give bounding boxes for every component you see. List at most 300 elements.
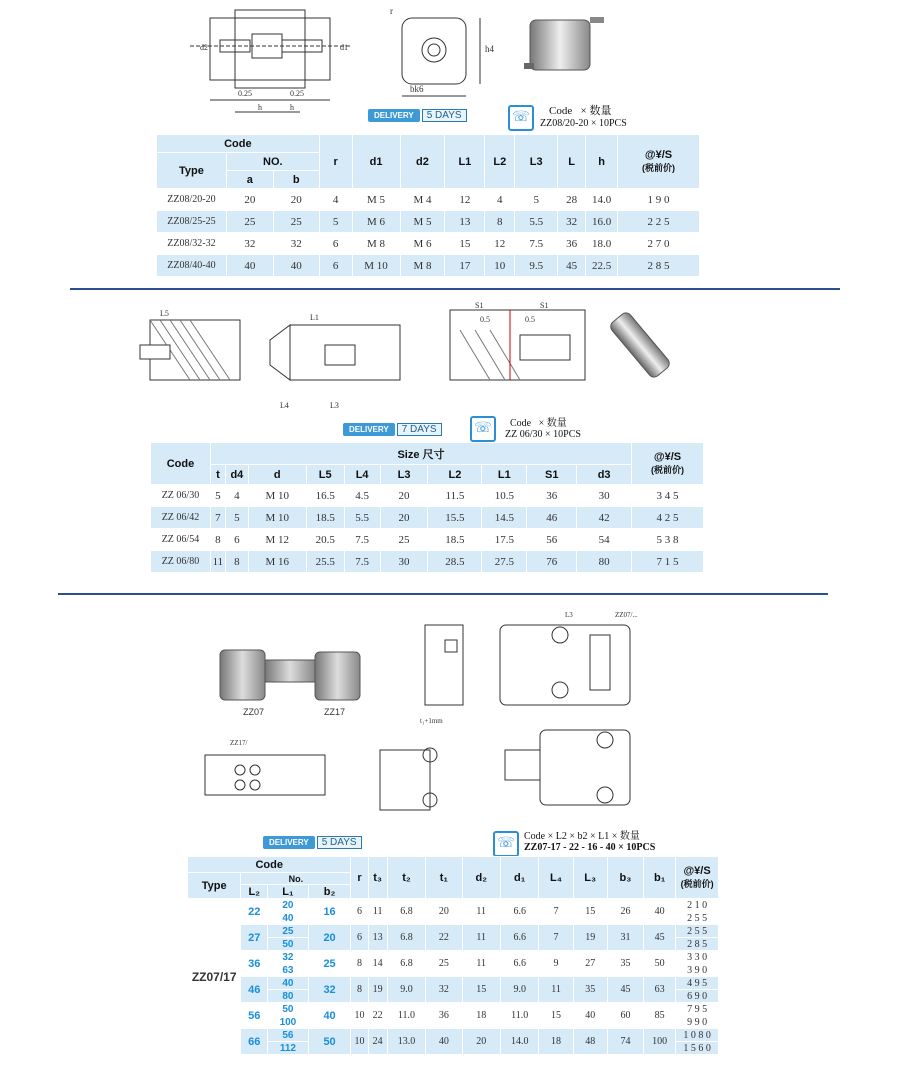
- table-cell: 76: [527, 551, 577, 573]
- col-size: Size 尺寸: [210, 443, 631, 465]
- L4-cell: 9: [539, 951, 573, 977]
- L4-cell: 7: [539, 925, 573, 951]
- svg-text:h: h: [258, 103, 262, 112]
- L4-cell: 7: [539, 899, 573, 925]
- col-L3: L3: [380, 465, 428, 485]
- table-cell: M 16: [248, 551, 306, 573]
- L1-cell: 25: [268, 925, 309, 938]
- col-no: No.: [241, 873, 351, 885]
- L2-cell: 66: [241, 1029, 268, 1055]
- table-cell: ZZ 06/80: [151, 551, 211, 573]
- table-cell: M 5: [352, 189, 400, 211]
- svg-text:bk6: bk6: [410, 84, 424, 94]
- table-cell: 7 1 5: [632, 551, 704, 573]
- table-cell: 32: [226, 233, 273, 255]
- price-cell: 1 0 8 0: [676, 1029, 719, 1042]
- order-qty-label: 数量: [589, 105, 612, 117]
- t2-cell: 6.8: [387, 951, 425, 977]
- L2-cell: 27: [241, 925, 268, 951]
- table-cell: 45: [558, 255, 586, 277]
- order-code-label: Code: [510, 418, 532, 429]
- L1-cell: 56: [268, 1029, 309, 1042]
- table-cell: 2 8 5: [618, 255, 700, 277]
- t1-cell: 22: [426, 925, 462, 951]
- price-cell: 4 9 5: [676, 977, 719, 990]
- col-d2: d₂: [462, 857, 500, 899]
- table-cell: ZZ 06/42: [151, 507, 211, 529]
- col-code: Code: [151, 443, 211, 485]
- t2-cell: 6.8: [387, 925, 425, 951]
- svg-text:r: r: [390, 6, 393, 16]
- L4-cell: 15: [539, 1003, 573, 1029]
- L1-cell: 40: [268, 977, 309, 990]
- svg-text:d2: d2: [200, 43, 208, 52]
- col-L3: L3: [515, 135, 558, 189]
- table-row: [188, 1003, 719, 1016]
- delivery-days: 5 DAYS: [422, 109, 467, 122]
- table-cell: 27.5: [482, 551, 527, 573]
- table-cell: M 4: [400, 189, 445, 211]
- L3-cell: 19: [573, 925, 607, 951]
- t3-cell: 19: [368, 977, 387, 1003]
- svg-text:S1: S1: [540, 301, 549, 310]
- table-cell: 2 2 5: [618, 211, 700, 233]
- col-b2: b₂: [308, 885, 351, 899]
- type-cell: ZZ07/17: [188, 899, 241, 1055]
- col-t: t: [210, 465, 225, 485]
- table-cell: 13: [445, 211, 485, 233]
- table-cell: ZZ 06/30: [151, 485, 211, 507]
- col-d1: d₁: [500, 857, 538, 899]
- table-cell: 30: [380, 551, 428, 573]
- table-row: [157, 255, 700, 277]
- table-cell: 11: [210, 551, 225, 573]
- table-cell: 7: [210, 507, 225, 529]
- svg-text:ZZ07/...: ZZ07/...: [615, 611, 638, 619]
- t1-cell: 20: [426, 899, 462, 925]
- table-cell: 18.5: [428, 529, 482, 551]
- price-cell: 7 9 5: [676, 1003, 719, 1016]
- table-cell: 17: [445, 255, 485, 277]
- b3-cell: 26: [607, 899, 643, 925]
- table-cell: 25: [226, 211, 273, 233]
- table-cell: 11.5: [428, 485, 482, 507]
- table-cell: M 10: [248, 485, 306, 507]
- table-cell: 32: [273, 233, 319, 255]
- svg-text:L3: L3: [565, 611, 573, 619]
- table-cell: 16.5: [306, 485, 344, 507]
- col-b3: b₃: [607, 857, 643, 899]
- d2-cell: 15: [462, 977, 500, 1003]
- phone-icon: ☏: [508, 105, 534, 131]
- b3-cell: 35: [607, 951, 643, 977]
- col-r: r: [351, 857, 368, 899]
- table-cell: 25: [380, 529, 428, 551]
- table-row: [151, 507, 704, 529]
- table-cell: 15: [445, 233, 485, 255]
- table-cell: M 10: [352, 255, 400, 277]
- delivery-days: 7 DAYS: [397, 423, 442, 436]
- b2-cell: 32: [308, 977, 351, 1003]
- t3-cell: 14: [368, 951, 387, 977]
- price-cell: 3 3 0: [676, 951, 719, 964]
- L4-cell: 18: [539, 1029, 573, 1055]
- b1-cell: 85: [644, 1003, 676, 1029]
- t2-cell: 9.0: [387, 977, 425, 1003]
- table-row: [188, 951, 719, 964]
- table-cell: 80: [577, 551, 632, 573]
- table-cell: 12: [485, 233, 515, 255]
- b2-cell: 20: [308, 925, 351, 951]
- price-cell: 2 8 5: [676, 938, 719, 951]
- b3-cell: 74: [607, 1029, 643, 1055]
- b1-cell: 45: [644, 925, 676, 951]
- L1-cell: 50: [268, 1003, 309, 1016]
- zz08-product-photo: [520, 5, 610, 90]
- table-cell: M 6: [352, 211, 400, 233]
- r-cell: 6: [351, 925, 368, 951]
- table-cell: 3 4 5: [632, 485, 704, 507]
- zz07-technical-drawing: [180, 605, 640, 835]
- col-b: b: [273, 171, 319, 189]
- table-cell: 8: [210, 529, 225, 551]
- delivery-badge-7days: [343, 420, 442, 438]
- table-cell: ZZ08/20-20: [157, 189, 227, 211]
- svg-text:0.5: 0.5: [480, 315, 490, 324]
- svg-text:ZZ17/: ZZ17/: [230, 739, 248, 747]
- table-cell: 16.0: [586, 211, 618, 233]
- table-cell: 25: [273, 211, 319, 233]
- col-b1: b₁: [644, 857, 676, 899]
- col-d: d: [248, 465, 306, 485]
- order-code-line: [549, 102, 611, 118]
- order-example: ZZ07-17 - 22 - 16 - 40 × 10PCS: [524, 842, 656, 853]
- col-d3: d3: [577, 465, 632, 485]
- t1-cell: 32: [426, 977, 462, 1003]
- b1-cell: 63: [644, 977, 676, 1003]
- t2-cell: 13.0: [387, 1029, 425, 1055]
- table-cell: 14.0: [586, 189, 618, 211]
- price-cell: 1 5 6 0: [676, 1042, 719, 1055]
- table-cell: 4: [319, 189, 352, 211]
- table-cell: 4: [225, 485, 248, 507]
- table-cell: M 5: [400, 211, 445, 233]
- table-cell: ZZ08/40-40: [157, 255, 227, 277]
- L3-cell: 15: [573, 899, 607, 925]
- b2-cell: 40: [308, 1003, 351, 1029]
- table-cell: 18.5: [306, 507, 344, 529]
- svg-text:L5: L5: [160, 309, 169, 318]
- col-code: Code: [188, 857, 351, 873]
- col-L2: L2: [485, 135, 515, 189]
- delivery-truck-icon: DELIVERY: [343, 423, 395, 436]
- order-code-line: Code × L2 × b2 × L1 × 数量: [524, 831, 640, 842]
- delivery-truck-icon: DELIVERY: [368, 109, 420, 122]
- table-cell: 28.5: [428, 551, 482, 573]
- table-cell: 7.5: [344, 529, 380, 551]
- col-L1: L1: [482, 465, 527, 485]
- col-L1: L1: [445, 135, 485, 189]
- col-L3: L₃: [573, 857, 607, 899]
- svg-text:L4: L4: [280, 401, 289, 410]
- price-cell: 9 9 0: [676, 1016, 719, 1029]
- d1-cell: 11.0: [500, 1003, 538, 1029]
- table-cell: 32: [558, 211, 586, 233]
- col-L4: L₄: [539, 857, 573, 899]
- phone-icon: ☏: [493, 831, 519, 857]
- L1-cell: 50: [268, 938, 309, 951]
- t2-cell: 11.0: [387, 1003, 425, 1029]
- table-cell: 14.5: [482, 507, 527, 529]
- table-cell: 4 2 5: [632, 507, 704, 529]
- table-row: [157, 233, 700, 255]
- table-cell: 40: [226, 255, 273, 277]
- table-cell: 20: [226, 189, 273, 211]
- b1-cell: 50: [644, 951, 676, 977]
- table-cell: 25.5: [306, 551, 344, 573]
- table-cell: M 6: [400, 233, 445, 255]
- table-cell: 28: [558, 189, 586, 211]
- table-cell: 42: [577, 507, 632, 529]
- col-L1: L₁: [268, 885, 309, 899]
- col-L4: L4: [344, 465, 380, 485]
- svg-text:0.25: 0.25: [238, 89, 252, 98]
- table-cell: 36: [558, 233, 586, 255]
- svg-text:0.5: 0.5: [525, 315, 535, 324]
- table-cell: 7.5: [515, 233, 558, 255]
- table-cell: 56: [527, 529, 577, 551]
- table-cell: 22.5: [586, 255, 618, 277]
- price-sub: (税前价): [651, 465, 685, 475]
- b3-cell: 31: [607, 925, 643, 951]
- order-qty-label: 数量: [546, 418, 567, 429]
- zz06-product-photo: [600, 305, 680, 385]
- r-cell: 10: [351, 1003, 368, 1029]
- col-d2: d2: [400, 135, 445, 189]
- L1-cell: 112: [268, 1042, 309, 1055]
- L3-cell: 48: [573, 1029, 607, 1055]
- table-cell: 9.5: [515, 255, 558, 277]
- col-S1: S1: [527, 465, 577, 485]
- col-d1: d1: [352, 135, 400, 189]
- col-no: NO.: [226, 153, 319, 171]
- t2-cell: 6.8: [387, 899, 425, 925]
- col-L2: L2: [428, 465, 482, 485]
- delivery-days: 5 DAYS: [317, 836, 362, 849]
- d1-cell: 9.0: [500, 977, 538, 1003]
- delivery-badge-5days: [263, 833, 362, 851]
- L3-cell: 35: [573, 977, 607, 1003]
- order-x: ×: [538, 418, 545, 429]
- section-divider: [70, 288, 840, 290]
- b3-cell: 45: [607, 977, 643, 1003]
- zz07-17-spec-table: [187, 856, 719, 1055]
- t1-cell: 25: [426, 951, 462, 977]
- r-cell: 10: [351, 1029, 368, 1055]
- price-cell: 2 1 0: [676, 899, 719, 912]
- col-price: [632, 443, 704, 485]
- d1-cell: 6.6: [500, 951, 538, 977]
- table-cell: 46: [527, 507, 577, 529]
- table-cell: 1 9 0: [618, 189, 700, 211]
- table-cell: 15.5: [428, 507, 482, 529]
- b1-cell: 40: [644, 899, 676, 925]
- col-type: Type: [157, 153, 227, 189]
- table-cell: M 10: [248, 507, 306, 529]
- table-row: [157, 189, 700, 211]
- col-L2: L₂: [241, 885, 268, 899]
- delivery-badge-5days: [368, 106, 467, 124]
- b3-cell: 60: [607, 1003, 643, 1029]
- svg-text:0.25: 0.25: [290, 89, 304, 98]
- table-cell: 5: [210, 485, 225, 507]
- svg-text:S1: S1: [475, 301, 484, 310]
- d2-cell: 11: [462, 899, 500, 925]
- table-cell: 5: [319, 211, 352, 233]
- price-cell: 3 9 0: [676, 964, 719, 977]
- table-cell: 12: [445, 189, 485, 211]
- L4-cell: 11: [539, 977, 573, 1003]
- price-label: @¥/S: [683, 865, 711, 877]
- table-cell: 8: [485, 211, 515, 233]
- d1-cell: 6.6: [500, 899, 538, 925]
- order-example: ZZ08/20-20 × 10PCS: [540, 118, 627, 129]
- table-cell: 10.5: [482, 485, 527, 507]
- table-cell: 2 7 0: [618, 233, 700, 255]
- col-h: h: [586, 135, 618, 189]
- table-cell: 6: [319, 233, 352, 255]
- L1-cell: 80: [268, 990, 309, 1003]
- d1-cell: 14.0: [500, 1029, 538, 1055]
- svg-text:L1: L1: [310, 313, 319, 322]
- d2-cell: 11: [462, 925, 500, 951]
- col-price: [618, 135, 700, 189]
- order-example: ZZ 06/30 × 10PCS: [505, 429, 581, 440]
- L1-cell: 40: [268, 912, 309, 925]
- d2-cell: 20: [462, 1029, 500, 1055]
- table-row: [188, 925, 719, 938]
- col-t2: t₂: [387, 857, 425, 899]
- table-cell: 6: [225, 529, 248, 551]
- table-cell: 40: [273, 255, 319, 277]
- table-row: [188, 977, 719, 990]
- svg-text:t₁+1mm: t₁+1mm: [420, 717, 443, 725]
- delivery-truck-icon: DELIVERY: [263, 836, 315, 849]
- price-cell: 2 5 5: [676, 912, 719, 925]
- table-cell: 10: [485, 255, 515, 277]
- b2-cell: 50: [308, 1029, 351, 1055]
- col-L: L: [558, 135, 586, 189]
- table-cell: 20.5: [306, 529, 344, 551]
- r-cell: 6: [351, 899, 368, 925]
- table-cell: 4.5: [344, 485, 380, 507]
- table-cell: 5: [225, 507, 248, 529]
- table-cell: 18.0: [586, 233, 618, 255]
- table-row: [188, 1029, 719, 1042]
- zz06-spec-table: [150, 442, 704, 573]
- table-cell: 4: [485, 189, 515, 211]
- r-cell: 8: [351, 977, 368, 1003]
- order-code-line: [510, 414, 567, 429]
- table-cell: 7.5: [344, 551, 380, 573]
- t3-cell: 13: [368, 925, 387, 951]
- table-cell: 20: [273, 189, 319, 211]
- table-cell: 20: [380, 485, 428, 507]
- section-divider: [58, 593, 828, 595]
- col-d4: d4: [225, 465, 248, 485]
- b2-cell: 16: [308, 899, 351, 925]
- price-label: @¥/S: [644, 149, 673, 161]
- price-label: @¥/S: [653, 451, 682, 463]
- t1-cell: 40: [426, 1029, 462, 1055]
- d2-cell: 11: [462, 951, 500, 977]
- L1-cell: 63: [268, 964, 309, 977]
- b1-cell: 100: [644, 1029, 676, 1055]
- table-row: [151, 485, 704, 507]
- table-cell: ZZ 06/54: [151, 529, 211, 551]
- d1-cell: 6.6: [500, 925, 538, 951]
- table-cell: ZZ08/25-25: [157, 211, 227, 233]
- table-cell: 54: [577, 529, 632, 551]
- table-cell: 20: [380, 507, 428, 529]
- table-cell: 5: [515, 189, 558, 211]
- table-row: [157, 211, 700, 233]
- table-cell: 5.5: [344, 507, 380, 529]
- order-x: ×: [580, 105, 587, 117]
- price-sub: (税前价): [642, 163, 676, 173]
- col-r: r: [319, 135, 352, 189]
- L1-cell: 20: [268, 899, 309, 912]
- col-L5: L5: [306, 465, 344, 485]
- price-cell: 6 9 0: [676, 990, 719, 1003]
- phone-icon: ☏: [470, 416, 496, 442]
- price-cell: 2 5 5: [676, 925, 719, 938]
- product-label-zz17: ZZ17: [324, 707, 346, 717]
- table-cell: 6: [319, 255, 352, 277]
- order-code-label: Code: [549, 105, 573, 117]
- col-a: a: [226, 171, 273, 189]
- L1-cell: 100: [268, 1016, 309, 1029]
- d2-cell: 18: [462, 1003, 500, 1029]
- L2-cell: 46: [241, 977, 268, 1003]
- col-price: [676, 857, 719, 899]
- table-cell: 5.5: [515, 211, 558, 233]
- table-cell: 30: [577, 485, 632, 507]
- t3-cell: 22: [368, 1003, 387, 1029]
- table-cell: ZZ08/32-32: [157, 233, 227, 255]
- table-cell: 8: [225, 551, 248, 573]
- L3-cell: 27: [573, 951, 607, 977]
- col-t3: t₃: [368, 857, 387, 899]
- svg-text:h: h: [290, 103, 294, 112]
- table-cell: M 8: [400, 255, 445, 277]
- table-row: [188, 899, 719, 912]
- t1-cell: 36: [426, 1003, 462, 1029]
- L1-cell: 32: [268, 951, 309, 964]
- table-row: [151, 551, 704, 573]
- L3-cell: 40: [573, 1003, 607, 1029]
- r-cell: 8: [351, 951, 368, 977]
- table-cell: 5 3 8: [632, 529, 704, 551]
- t3-cell: 11: [368, 899, 387, 925]
- table-cell: M 8: [352, 233, 400, 255]
- col-code: Code: [157, 135, 320, 153]
- table-cell: 36: [527, 485, 577, 507]
- zz08-spec-table: [156, 134, 700, 277]
- L2-cell: 22: [241, 899, 268, 925]
- price-sub: (税前价): [680, 879, 714, 889]
- col-t1: t₁: [426, 857, 462, 899]
